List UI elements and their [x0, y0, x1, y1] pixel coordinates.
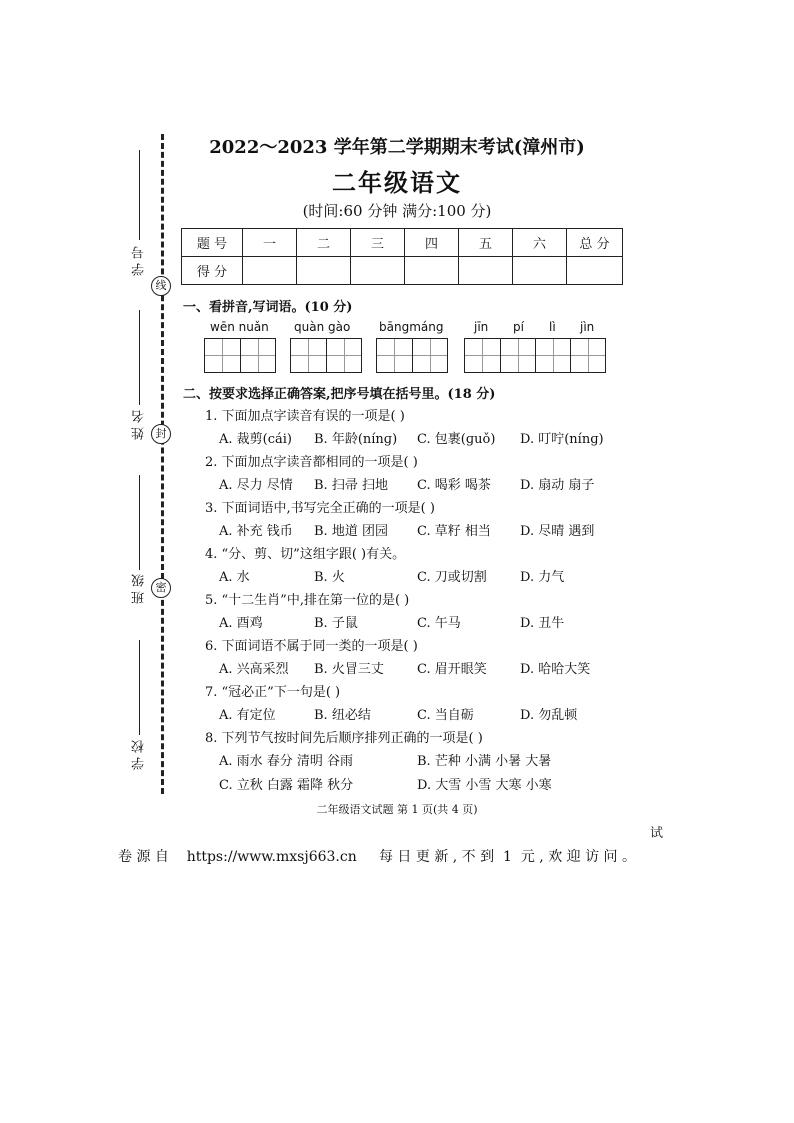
question-option[interactable]: C. 草籽 相当: [417, 524, 491, 539]
name-label: 姓 名: [132, 410, 147, 441]
score-table: [181, 228, 623, 285]
score-header-cell: 一: [243, 229, 297, 257]
exam-title: 2022～2023 学年第二学期期末考试(漳州市): [209, 137, 585, 158]
question-option[interactable]: C. 当自砺: [417, 708, 474, 723]
score-header-cell: 四: [405, 229, 459, 257]
question-option[interactable]: B. 年龄(nínɡ): [314, 432, 398, 447]
score-header-cell: 六: [513, 229, 567, 257]
question-stem: 1. 下面加点字读音有误的一项是( ): [205, 409, 405, 424]
question-stem: 3. 下面词语中,书写完全正确的一项是( ): [205, 501, 435, 516]
question-option[interactable]: B. 纽必结: [314, 708, 371, 723]
binding-mark-secret: 密: [151, 578, 171, 598]
question-option[interactable]: D. 尽晴 遇到: [520, 524, 595, 539]
score-row-label: 得 分: [182, 257, 243, 285]
page-footer: 二年级语文试题 第 1 页(共 4 页): [316, 803, 478, 816]
pinyin-label: bāngmáng: [379, 320, 444, 334]
pinyin-label: wēn nuǎn: [210, 320, 269, 334]
score-input-cell[interactable]: [513, 257, 567, 285]
subject-title: 二年级语文: [332, 168, 462, 197]
question-option[interactable]: B. 扫帚 扫地: [314, 478, 388, 493]
score-header-cell: 题 号: [182, 229, 243, 257]
question-option[interactable]: A. 尽力 尽情: [219, 478, 293, 493]
tianzige-answer-box[interactable]: [376, 338, 448, 373]
score-table-score-row: [182, 257, 623, 285]
score-header-cell: 三: [351, 229, 405, 257]
question-option[interactable]: A. 裁剪(cái): [219, 432, 292, 447]
student-id-label: 学 号: [132, 246, 147, 277]
binding-mark-line: 线: [151, 276, 171, 296]
question-option[interactable]: D. 力气: [520, 570, 565, 585]
score-header-cell: 二: [297, 229, 351, 257]
class-label: 班 级: [132, 574, 147, 605]
question-option[interactable]: C. 午马: [417, 616, 461, 631]
name-rule: [139, 310, 140, 405]
score-input-cell[interactable]: [243, 257, 297, 285]
school-label: 学 校: [132, 740, 147, 771]
question-option[interactable]: B. 地道 团园: [314, 524, 388, 539]
score-header-cell: 总 分: [567, 229, 623, 257]
source-watermark: 卷 源 自 https://www.mxsj663.cn 每 日 更 新 , 不 到 1 元 , 欢 迎 访 问 。: [118, 849, 636, 865]
score-input-cell[interactable]: [351, 257, 405, 285]
question-option[interactable]: C. 喝彩 喝茶: [417, 478, 491, 493]
pinyin-label: quàn gào: [294, 320, 351, 334]
question-option[interactable]: C. 立秋 白露 霜降 秋分: [219, 778, 354, 793]
question-option[interactable]: A. 水: [219, 570, 250, 585]
tianzige-answer-box[interactable]: [464, 338, 606, 373]
school-rule: [139, 640, 140, 735]
question-option[interactable]: B. 火: [314, 570, 345, 585]
question-option[interactable]: B. 火冒三丈: [314, 662, 384, 677]
binding-dashed-line: [161, 134, 164, 794]
pinyin-label: jìn: [580, 320, 595, 334]
binding-mark-seal: 封: [151, 424, 171, 444]
question-stem: 2. 下面加点字读音都相同的一项是( ): [205, 455, 418, 470]
question-option[interactable]: A. 雨水 春分 清明 谷雨: [219, 754, 354, 769]
watermark-char: 试: [650, 826, 664, 841]
score-input-cell[interactable]: [405, 257, 459, 285]
section1-title: 一、看拼音,写词语。(10 分): [183, 300, 353, 315]
time-info: (时间:60 分钟 满分:100 分): [302, 202, 492, 220]
score-table-header-row: [182, 229, 623, 257]
score-input-cell[interactable]: [297, 257, 351, 285]
question-stem: 4. “分、剪、切”这组字跟( )有关。: [205, 547, 406, 562]
question-stem: 6. 下面词语不属于同一类的一项是( ): [205, 639, 418, 654]
score-input-cell[interactable]: [459, 257, 513, 285]
question-option[interactable]: D. 叮咛(nínɡ): [520, 432, 604, 447]
question-option[interactable]: C. 包裹(ɡuǒ): [417, 432, 496, 447]
question-option[interactable]: A. 酉鸡: [219, 616, 263, 631]
pinyin-label: pí: [513, 320, 524, 334]
pinyin-label: jīn: [474, 320, 489, 334]
score-input-cell[interactable]: [567, 257, 623, 285]
question-option[interactable]: A. 有定位: [219, 708, 276, 723]
tianzige-answer-box[interactable]: [290, 338, 362, 373]
question-option[interactable]: D. 哈哈大笑: [520, 662, 591, 677]
score-header-cell: 五: [459, 229, 513, 257]
class-rule: [139, 475, 140, 570]
question-option[interactable]: C. 刀或切割: [417, 570, 487, 585]
question-option[interactable]: D. 勿乱顿: [520, 708, 578, 723]
question-option[interactable]: B. 子鼠: [314, 616, 358, 631]
tianzige-answer-box[interactable]: [204, 338, 276, 373]
question-option[interactable]: D. 大雪 小雪 大寒 小寒: [417, 778, 552, 793]
question-option[interactable]: C. 眉开眼笑: [417, 662, 487, 677]
question-stem: 8. 下列节气按时间先后顺序排列正确的一项是( ): [205, 731, 483, 746]
question-stem: 7. “冠必正”下一句是( ): [205, 685, 341, 700]
question-option[interactable]: B. 芒种 小满 小暑 大暑: [417, 754, 552, 769]
section2-title: 二、按要求选择正确答案,把序号填在括号里。(18 分): [183, 387, 496, 402]
question-option[interactable]: A. 兴高采烈: [219, 662, 289, 677]
question-option[interactable]: D. 扇动 扇子: [520, 478, 595, 493]
question-option[interactable]: A. 补充 钱币: [219, 524, 293, 539]
pinyin-label: lì: [549, 320, 556, 334]
question-stem: 5. “十二生肖”中,排在第一位的是( ): [205, 593, 410, 608]
question-option[interactable]: D. 丑牛: [520, 616, 565, 631]
